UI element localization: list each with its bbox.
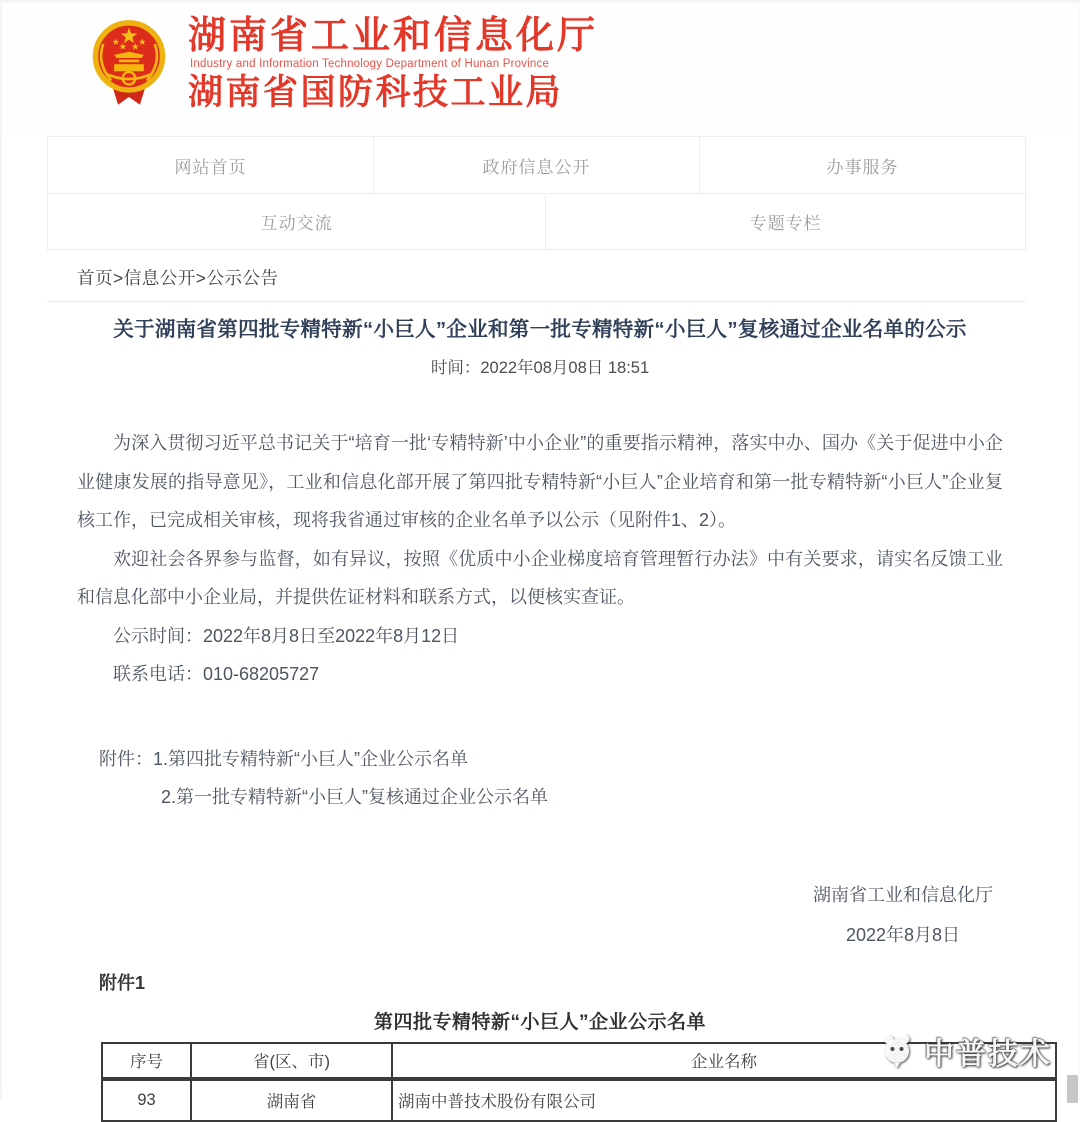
paragraph-2: 欢迎社会各界参与监督，如有异议，按照《优质中小企业梯度培育管理暂行办法》中有关要求，请实名反馈工业和信息化部中小企业局，并提供佐证材料和联系方式，以便核实查证。 — [77, 548, 1003, 607]
company-list-table — [101, 1042, 1057, 1122]
signature-date: 2022年8月8日 — [845, 924, 961, 945]
table-row — [102, 1079, 1056, 1121]
nav-item-services[interactable]: 办事服务 — [699, 137, 1025, 193]
paragraph-1: 为深入贯彻习近平总书记关于“培育一批‘专精特新’中小企业”的重要指示精神，落实中办、国办《关于促进中小企业健康发展的指导意见》，工业和信息化部开展了第四批专精特新“小巨人”企业培育和第一批专精特新“小巨人”企业复核工作，已完成相关审核，现将我省通过审核的企业名单予以公示（见附件1、2）。 — [77, 433, 1003, 530]
doc-body — [77, 424, 1003, 694]
attachments-block — [77, 740, 1003, 817]
cell-seq: 93 — [102, 1079, 191, 1121]
watermark-text: 中普技术 — [924, 1038, 1052, 1071]
attachment-line-1 — [77, 740, 1003, 779]
attachment-2-name: 2.第一批专精特新“小巨人”复核通过企业公示名单 — [161, 787, 548, 807]
table-title: 第四批专精特新“小巨人”企业公示名单 — [373, 1011, 706, 1033]
nav-row-1 — [48, 137, 1025, 193]
nav-item-interaction[interactable]: 互动交流 — [48, 194, 546, 249]
page-title: 关于湖南省第四批专精特新“小巨人”企业和第一批专精特新“小巨人”复核通过企业名单的公示 — [113, 318, 967, 341]
col-header-seq: 序号 — [102, 1043, 191, 1079]
publish-time: 时间：2022年08月08日 18:51 — [430, 359, 650, 377]
breadcrumb[interactable]: 首页>信息公开>公示公告 — [77, 268, 279, 288]
announcement-article — [47, 315, 1033, 1122]
attachment-1-name: 1.第四批专精特新“小巨人”企业公示名单 — [153, 748, 468, 769]
national-emblem-icon — [90, 19, 168, 111]
org-name-en: Industry and Information Technology Department of Hunan Province — [190, 58, 550, 70]
breadcrumb-bar — [47, 250, 1026, 302]
contact-phone: 联系电话：010-68205727 — [113, 664, 320, 684]
col-header-province: 省(区、市) — [191, 1043, 392, 1079]
publicity-period: 公示时间：2022年8月8日至2022年8月12日 — [113, 625, 460, 646]
header-titles — [188, 16, 598, 113]
table-header-row — [102, 1043, 1056, 1079]
nav-item-gov-info[interactable]: 政府信息公开 — [373, 137, 699, 193]
cell-province: 湖南省 — [191, 1079, 392, 1121]
col-header-company: 企业名称 — [392, 1043, 1056, 1079]
main-nav — [47, 136, 1026, 250]
nav-item-special-columns[interactable]: 专题专栏 — [749, 214, 822, 233]
page-edge-artifact — [1067, 1075, 1078, 1103]
nav-item-home[interactable]: 网站首页 — [174, 157, 247, 177]
site-header — [2, 3, 1078, 133]
org-name-2: 湖南省国防科技工业局 — [188, 73, 564, 112]
org-name-cn: 湖南省工业和信息化厅 — [188, 15, 599, 57]
nav-row-2 — [48, 193, 1025, 249]
signature-org: 湖南省工业和信息化厅 — [813, 884, 993, 905]
signature-block — [77, 875, 1003, 955]
attachment1-label: 附件1 — [99, 972, 146, 993]
cell-company: 湖南中普技术股份有限公司 — [392, 1079, 1056, 1121]
attachments-label: 附件： — [99, 748, 153, 769]
